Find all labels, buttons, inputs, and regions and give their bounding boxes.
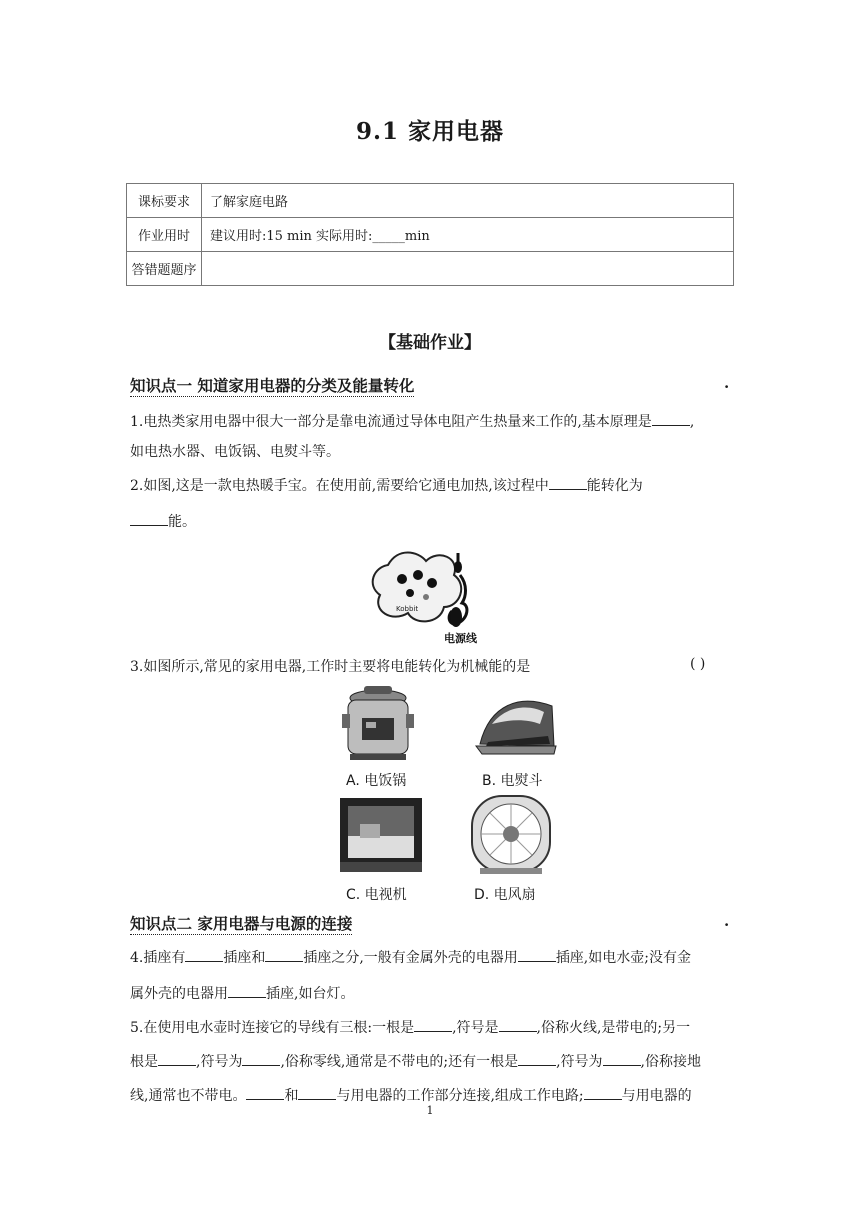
knowledge-point-2-text: 知识点二 家用电器与电源的连接 [130, 914, 353, 933]
q4-text-a: 4.插座有 [130, 950, 186, 966]
answer-blank[interactable] [130, 511, 168, 526]
q4-text-b: 插座和 [223, 950, 266, 966]
table-cell-value: 建议用时:15 min 实际用时:_____min [202, 218, 734, 252]
question-5-line-1 [130, 1017, 690, 1037]
hand-warmer-brand: Kobbit [396, 605, 419, 613]
knowledge-point-1 [130, 374, 414, 396]
option-a-caption: A. 电饭锅 [346, 773, 407, 789]
q5-text-j: 和 [284, 1088, 299, 1104]
answer-blank[interactable] [242, 1051, 280, 1066]
answer-blank[interactable] [158, 1051, 196, 1066]
question-4-line-1 [130, 947, 691, 967]
q4-text-f: 插座,如台灯。 [266, 986, 355, 1002]
question-4-line-2 [130, 983, 354, 1003]
question-5-line-2 [130, 1051, 701, 1071]
answer-blank[interactable] [265, 947, 303, 962]
q5-text-g: ,符号为 [556, 1054, 603, 1070]
rice-cooker-icon [338, 684, 418, 764]
q2-text-b: 能转化为 [586, 478, 643, 494]
q4-text-e: 属外壳的电器用 [130, 986, 228, 1002]
q5-text-i: 线,通常也不带电。 [130, 1088, 247, 1104]
knowledge-point-2-dot: . [724, 912, 730, 930]
answer-blank[interactable] [518, 947, 556, 962]
table-cell-label: 课标要求 [127, 184, 202, 218]
q5-text-d: 根是 [130, 1054, 158, 1070]
info-table [126, 183, 734, 286]
electric-iron-icon [470, 684, 560, 764]
q4-text-c: 插座之分,一般有金属外壳的电器用 [303, 950, 518, 966]
knowledge-point-1-dot: . [724, 374, 730, 392]
table-cell-label: 作业用时 [127, 218, 202, 252]
q1-text-a: 1.电热类家用电器中很大一部分是靠电流通过导体电阻产生热量来工作的,基本原理是 [130, 414, 652, 430]
question-2-line-1 [130, 475, 643, 495]
option-d-caption: D. 电风扇 [474, 887, 536, 903]
knowledge-point-1-text: 知识点一 知道家用电器的分类及能量转化 [130, 376, 415, 395]
q5-text-h: ,俗称接地 [640, 1054, 701, 1070]
answer-blank[interactable] [298, 1085, 336, 1100]
answer-blank[interactable] [549, 475, 587, 490]
q1-text-b: , [689, 414, 695, 430]
question-5-line-3 [130, 1085, 692, 1105]
q5-text-l: 与用电器的 [621, 1088, 692, 1104]
option-c-caption: C. 电视机 [346, 887, 407, 903]
q5-text-k: 与用电器的工作部分连接,组成工作电路; [336, 1088, 584, 1104]
q2-text-a: 2.如图,这是一款电热暖手宝。在使用前,需要给它通电加热,该过程中 [130, 478, 549, 494]
q2-text-c: 能。 [168, 514, 196, 530]
answer-blank[interactable] [228, 983, 266, 998]
table-cell-value [202, 252, 734, 286]
q5-text-f: ,俗称零线,通常是不带电的;还有一根是 [280, 1054, 519, 1070]
table-cell-value: 了解家庭电路 [202, 184, 734, 218]
table-row [127, 252, 734, 286]
answer-blank[interactable] [499, 1017, 537, 1032]
question-3-text: 3.如图所示,常见的家用电器,工作时主要将电能转化为机械能的是 [130, 659, 531, 675]
hand-warmer-figure [368, 545, 480, 645]
q5-text-c: ,俗称火线,是带电的;另一 [536, 1020, 691, 1036]
electric-fan-icon [466, 792, 556, 878]
answer-blank[interactable] [414, 1017, 452, 1032]
question-1-line-1 [130, 411, 694, 431]
q5-text-a: 5.在使用电水壶时连接它的导线有三根:一根是 [130, 1020, 415, 1036]
answer-blank[interactable] [584, 1085, 622, 1100]
answer-blank[interactable] [185, 947, 223, 962]
answer-blank[interactable] [246, 1085, 284, 1100]
q5-text-e: ,符号为 [196, 1054, 243, 1070]
question-2-line-2 [130, 511, 196, 531]
answer-parentheses[interactable]: ( ) [690, 656, 706, 672]
table-row [127, 184, 734, 218]
table-row [127, 218, 734, 252]
option-b-caption: B. 电熨斗 [482, 773, 543, 789]
answer-blank[interactable] [603, 1051, 641, 1066]
knowledge-point-2 [130, 912, 352, 934]
power-cord-label: 电源线 [444, 632, 477, 645]
section-title: 【基础作业】 [379, 333, 481, 353]
page-number: 1 [426, 1104, 434, 1117]
q5-text-b: ,符号是 [452, 1020, 499, 1036]
answer-blank[interactable] [518, 1051, 556, 1066]
television-icon [338, 796, 424, 876]
q4-text-d: 插座,如电水壶;没有金 [555, 950, 691, 966]
table-cell-label: 答错题题序 [127, 252, 202, 286]
question-1-line-2: 如电热水器、电饭锅、电熨斗等。 [130, 444, 340, 460]
answer-blank[interactable] [652, 411, 690, 426]
page-title: 9.1 家用电器 [355, 118, 505, 145]
